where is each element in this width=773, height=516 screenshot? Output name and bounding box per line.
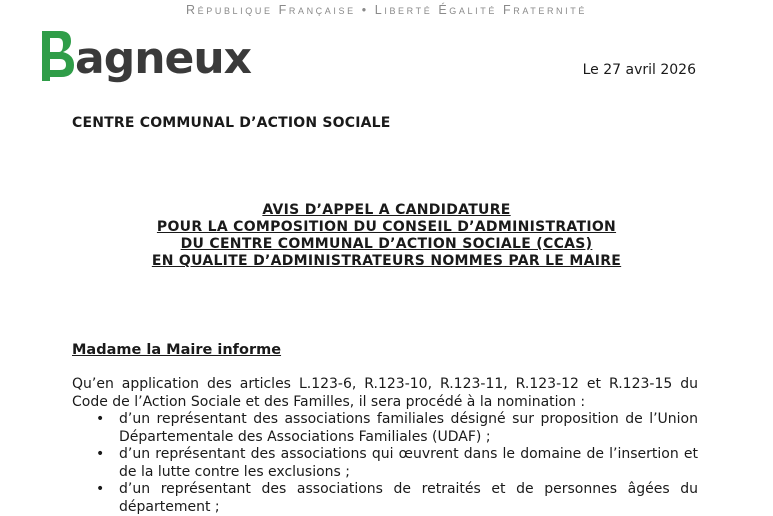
title-line: POUR LA COMPOSITION DU CONSEIL D’ADMINISTRATION — [156, 219, 617, 235]
title-line: DU CENTRE COMMUNAL D’ACTION SOCIALE (CCAS) — [180, 236, 593, 252]
list-item — [72, 411, 698, 446]
bullet-icon: • — [96, 481, 105, 497]
list-item — [72, 446, 698, 481]
list-item — [72, 481, 698, 516]
nomination-list — [72, 411, 698, 516]
bagneux-logo — [42, 26, 251, 84]
logo-text: agneux — [75, 33, 252, 84]
document-date: Le 27 avril 2026 — [582, 62, 696, 78]
intro-paragraph: Qu’en application des articles L.123-6, R.123-10, R.123-11, R.123-12 et R.123-15 du Code de l’Action Sociale et des Familles, il sera procédé à la nomination : — [72, 376, 698, 410]
list-item-text: d’un représentant des associations qui œuvrent dans le domaine de l’insertion et de la lutte contre les exclusions ; — [119, 446, 698, 480]
title-line: EN QUALITE D’ADMINISTRATEURS NOMMES PAR LE MAIRE — [151, 253, 622, 269]
organization-name: CENTRE COMMUNAL D’ACTION SOCIALE — [72, 115, 391, 131]
bullet-icon: • — [96, 411, 105, 427]
bullet-icon: • — [96, 446, 105, 462]
list-item-text: d’un représentant des associations familiales désigné sur proposition de l’Union Départementale des Associations Familiales (UDAF) ; — [119, 411, 698, 445]
title-line: AVIS D’APPEL A CANDIDATURE — [262, 202, 511, 218]
republic-motto: République Française • Liberté Égalité Fraternité — [186, 3, 587, 17]
list-item-text: d’un représentant des associations de retraités et de personnes âgées du département ; — [119, 481, 698, 515]
logo-b-mark — [42, 28, 76, 82]
notice-title — [0, 202, 773, 270]
section-heading: Madame la Maire informe — [72, 342, 282, 358]
